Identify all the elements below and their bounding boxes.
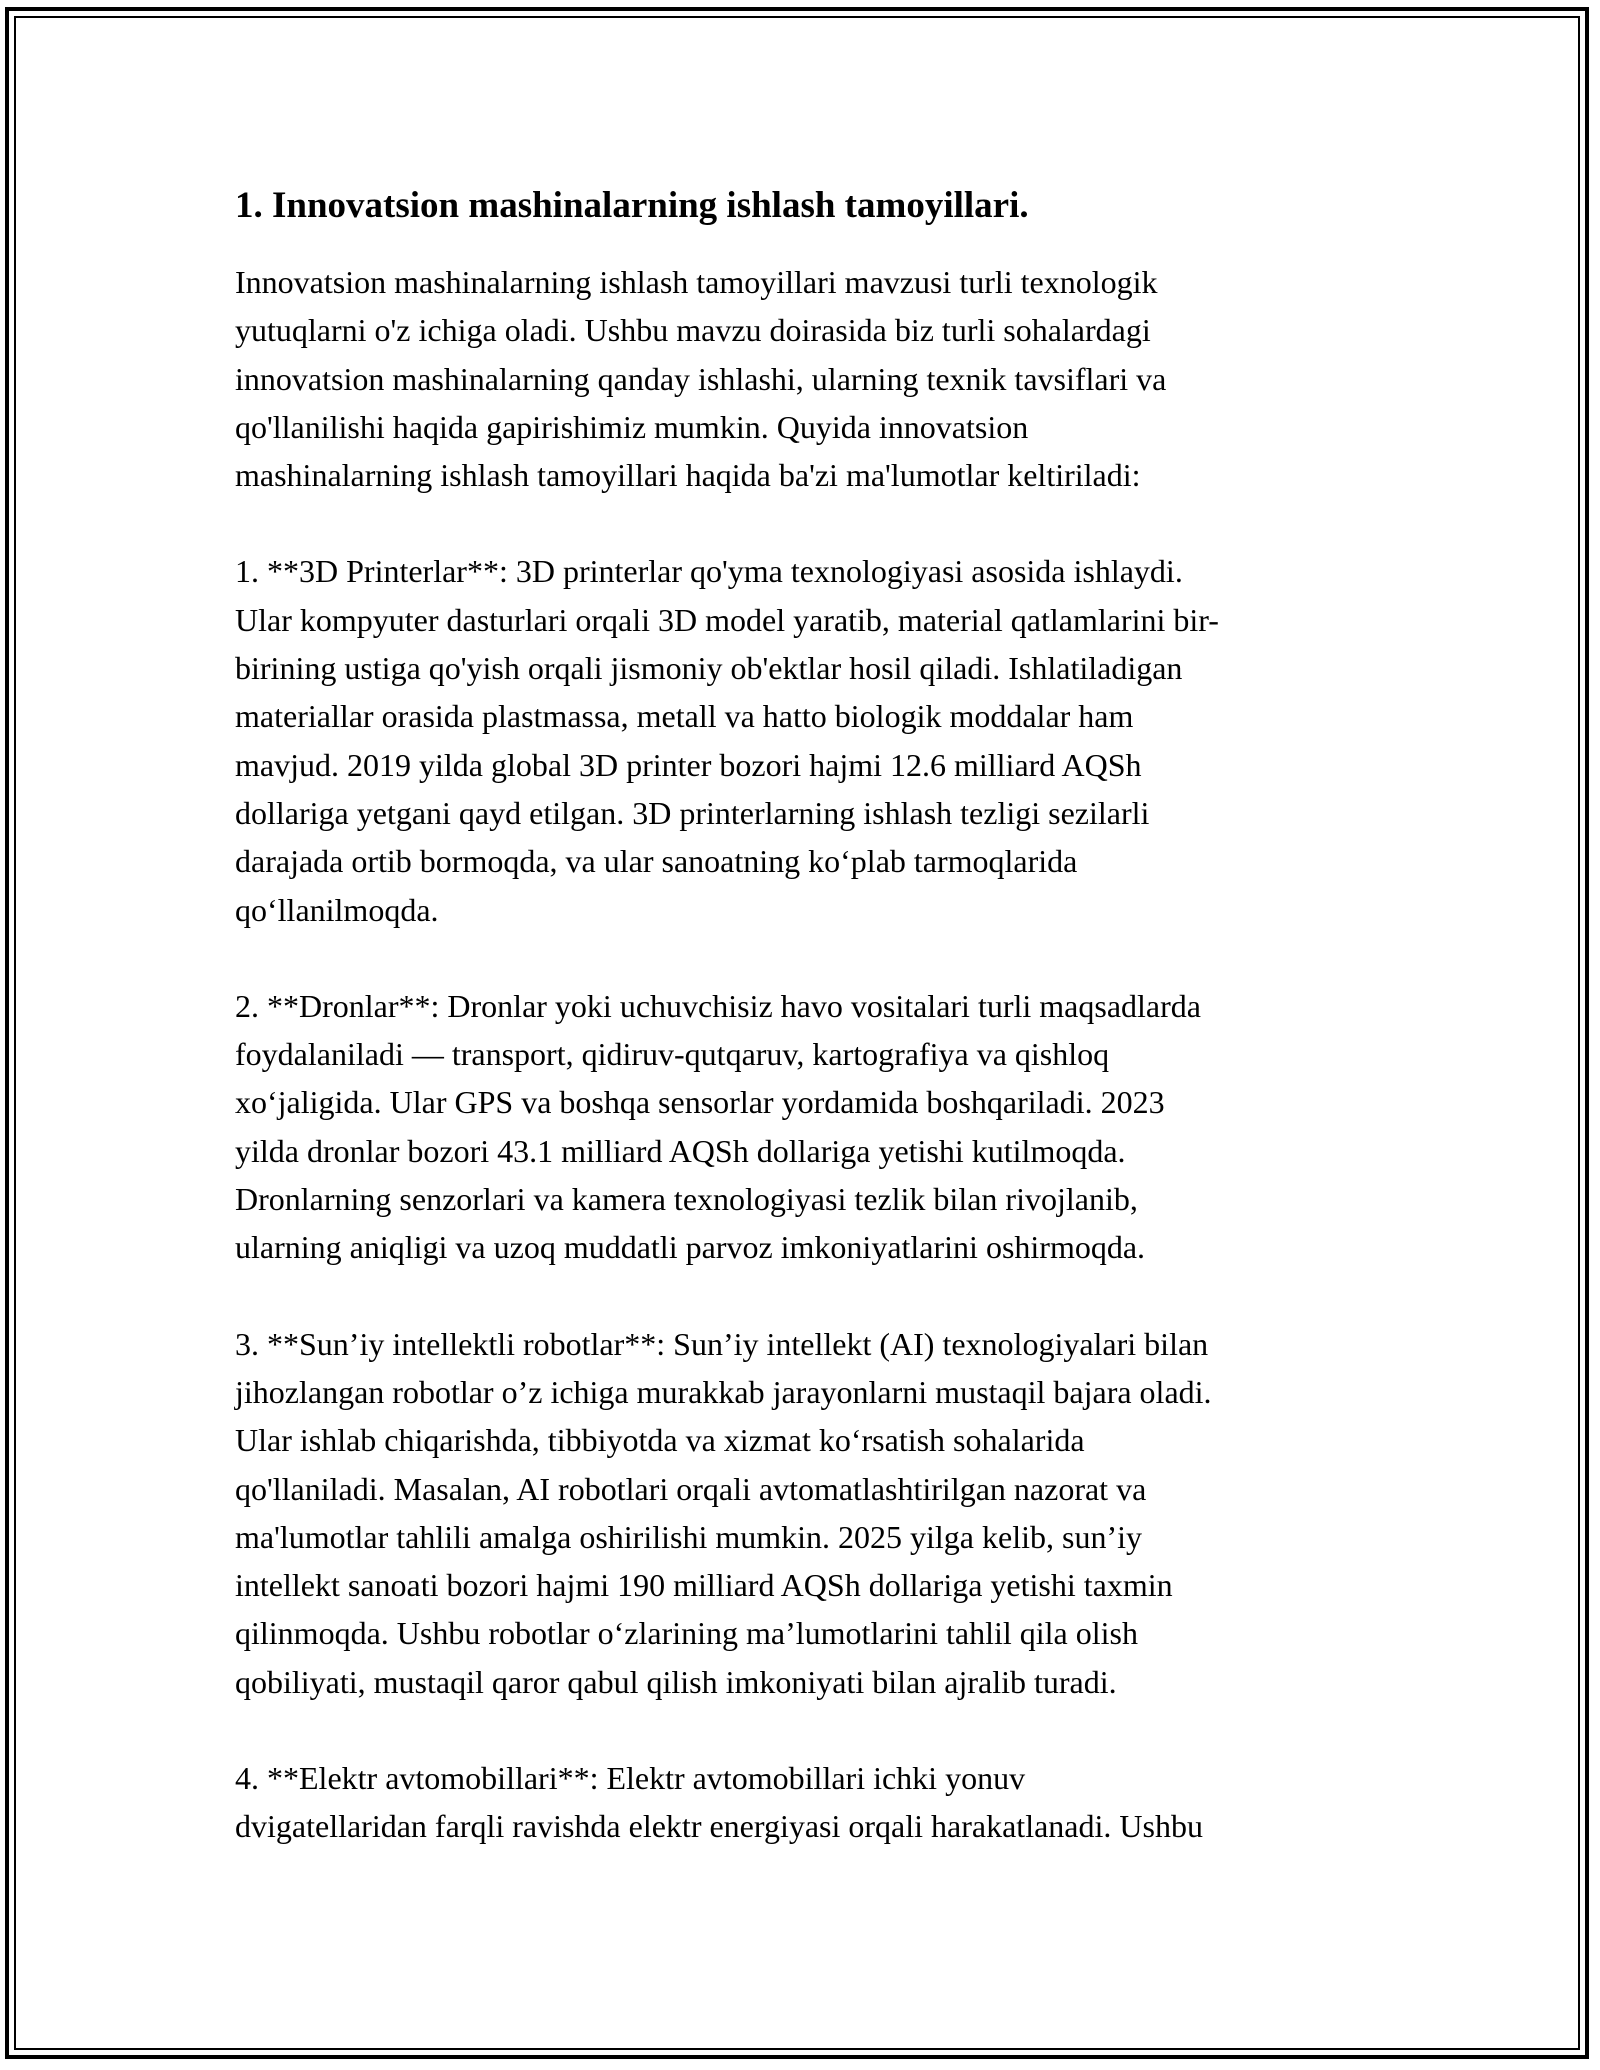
text-line: birining ustiga qo'yish orqali jismoniy ob'ektlar hosil qiladi. Ishlatiladigan: [235, 650, 1183, 687]
intro-paragraph: [235, 258, 1375, 499]
paragraph-drones: [235, 982, 1375, 1272]
text-line: qo'llanilishi haqida gapirishimiz mumkin. Quyida innovatsion: [235, 408, 1029, 445]
text-line: materiallar orasida plastmassa, metall va hatto biologik moddalar ham: [235, 698, 1134, 735]
text-line: jihozlangan robotlar o’z ichiga murakkab jarayonlarni mustaqil bajara oladi.: [235, 1373, 1212, 1410]
text-line: Innovatsion mashinalarning ishlash tamoyillari mavzusi turli texnologik: [235, 264, 1158, 300]
text-line: 2. **Dronlar**: Dronlar yoki uchuvchisiz havo vositalari turli maqsadlarda: [235, 987, 1201, 1024]
text-line: Ular ishlab chiqarishda, tibbiyotda va xizmat ko‘rsatish sohalarida: [235, 1422, 1085, 1459]
text-line: ma'lumotlar tahlili amalga oshirilishi mumkin. 2025 yilga kelib, sun’iy: [235, 1518, 1142, 1555]
text-line: ularning aniqligi va uzoq muddatli parvoz imkoniyatlarini oshirmoqda.: [235, 1229, 1146, 1266]
text-line: 4. **Elektr avtomobillari**: Elektr avtomobillari ichki yonuv: [235, 1760, 1026, 1797]
document-body: [235, 182, 1375, 1899]
text-line: dvigatellaridan farqli ravishda elektr energiyasi orqali harakatlanadi. Ushbu: [235, 1808, 1203, 1845]
paragraph-ai-robots: [235, 1320, 1375, 1706]
text-line: xo‘jaligida. Ular GPS va boshqa sensorlar yordamida boshqariladi. 2023: [235, 1084, 1165, 1121]
text-line: innovatsion mashinalarning qanday ishlashi, ularning texnik tavsiflari va: [235, 360, 1167, 397]
text-line: Dronlarning senzorlari va kamera texnologiyasi tezlik bilan rivojlanib,: [235, 1181, 1138, 1218]
text-line: 3. **Sun’iy intellektli robotlar**: Sun’iy intellekt (AI) texnologiyalari bilan: [235, 1325, 1209, 1362]
text-line: Ular kompyuter dasturlari orqali 3D model yaratib, material qatlamlarini bir-: [235, 601, 1219, 638]
paragraph-3d-printers: [235, 547, 1375, 933]
text-line: dollariga yetgani qayd etilgan. 3D printerlarning ishlash tezligi sezilarli: [235, 794, 1150, 831]
section-heading: 1. Innovatsion mashinalarning ishlash tamoyillari.: [235, 185, 1029, 226]
text-line: qilinmoqda. Ushbu robotlar o‘zlarining ma’lumotlarini tahlil qila olish: [235, 1615, 1138, 1652]
text-line: qo'llaniladi. Masalan, AI robotlari orqali avtomatlashtirilgan nazorat va: [235, 1470, 1147, 1507]
text-line: mavjud. 2019 yilda global 3D printer bozori hajmi 12.6 milliard AQSh: [235, 746, 1142, 783]
text-line: mashinalarning ishlash tamoyillari haqida ba'zi ma'lumotlar keltiriladi:: [235, 457, 1141, 494]
text-line: 1. **3D Printerlar**: 3D printerlar qo'yma texnologiyasi asosida ishlaydi.: [235, 553, 1183, 590]
text-line: qobiliyati, mustaqil qaror qabul qilish imkoniyati bilan ajralib turadi.: [235, 1663, 1117, 1700]
paragraph-electric-cars: [235, 1754, 1375, 1851]
text-line: intellekt sanoati bozori hajmi 190 milliard AQSh dollariga yetishi taxmin: [235, 1567, 1173, 1604]
text-line: foydalaniladi — transport, qidiruv-qutqaruv, kartografiya va qishloq: [235, 1036, 1110, 1073]
text-line: yilda dronlar bozori 43.1 milliard AQSh dollariga yetishi kutilmoqda.: [235, 1132, 1126, 1169]
text-line: darajada ortib bormoqda, va ular sanoatning ko‘plab tarmoqlarida: [235, 843, 1078, 880]
text-line: qo‘llanilmoqda.: [235, 891, 439, 928]
text-line: yutuqlarni o'z ichiga oladi. Ushbu mavzu doirasida biz turli sohalardagi: [235, 312, 1151, 349]
